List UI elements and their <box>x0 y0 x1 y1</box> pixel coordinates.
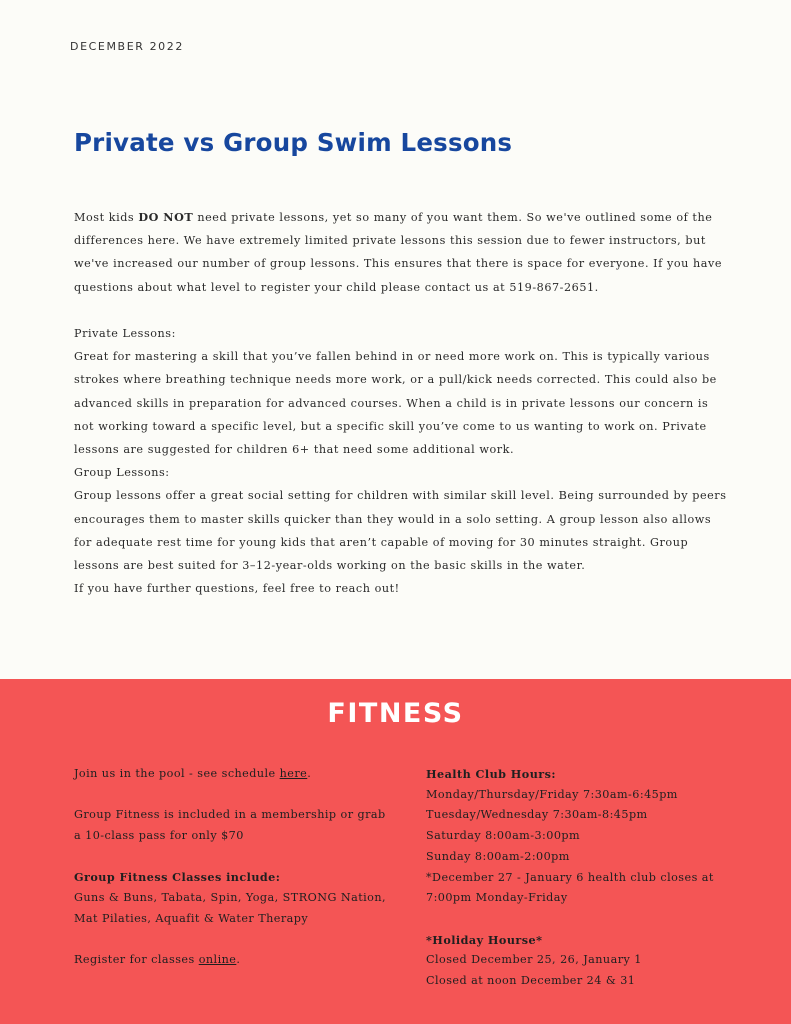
classes-list: Guns & Buns, Tabata, Spin, Yoga, STRONG Nation, Mat Pilaties, Aquafit & Water Therapy <box>74 891 387 925</box>
hours-line: Tuesday/Wednesday 7:30am-8:45pm <box>426 808 648 822</box>
article-body <box>74 206 729 600</box>
intro-text-end: need private lessons, yet so many of you want them. So we've outlined some of the differences here. We have extremely limited private lessons this session due to fewer instructors, but we've increased our number of group lessons. This ensures that there is space for everyone. If you have questions about what level to register your child please contact us at 519-867-2651. <box>74 211 722 294</box>
intro-paragraph <box>74 206 729 299</box>
group-lessons-text: Group lessons offer a great social setting for children with similar skill level. Being surrounded by peers encourages them to master skills quicker than they would in a solo setting. A group lesson also allows for adequate rest time for young kids that aren’t capable of moving for 30 minutes straight. Group lessons are best suited for 3–12-year-olds working on the basic skills in the water. <box>74 489 727 573</box>
hours-line: Sunday 8:00am-2:00pm <box>426 849 570 863</box>
hours-heading: Health Club Hours: <box>426 767 556 781</box>
schedule-link[interactable]: here <box>279 767 308 780</box>
holiday-heading: *Holiday Hourse* <box>426 932 543 947</box>
private-lessons-text: Great for mastering a skill that you’ve fallen behind in or need more work on. This is typically various strokes where breathing technique needs more work, or a pull/kick needs corrected. This could also be advanced skills in preparation for advanced courses. When a child is in private lessons our concern is not working toward a specific level, but a specific skill you’ve come to us wanting to work on. Private lessons are suggested for children 6+ that need some additional work. <box>74 350 717 457</box>
fitness-section <box>0 679 791 1024</box>
hours-line: Monday/Thursday/Friday 7:30am-6:45pm <box>426 787 678 801</box>
holiday-line: Closed December 25, 26, January 1 <box>426 953 642 967</box>
membership-text: Group Fitness is included in a membership or grab a 10-class pass for only $70 <box>74 808 386 843</box>
hours-note: *December 27 - January 6 health club closes at 7:00pm Monday-Friday <box>426 870 714 905</box>
fitness-right-column <box>426 764 746 992</box>
register-text-end: . <box>236 953 241 967</box>
pool-text: Join us in the pool - see schedule <box>74 767 280 780</box>
pool-text-end: . <box>307 767 312 780</box>
private-lessons-heading: Private Lessons: <box>74 327 176 340</box>
pool-schedule-text <box>74 764 394 785</box>
intro-emphasis: DO NOT <box>138 210 194 224</box>
register-text-start: Register for classes <box>74 953 199 967</box>
page-date: DECEMBER 2022 <box>70 40 184 53</box>
holiday-line: Closed at noon December 24 & 31 <box>426 974 636 988</box>
fitness-left-column <box>74 764 394 971</box>
hours-line: Saturday 8:00am-3:00pm <box>426 829 581 843</box>
register-online-link[interactable]: online <box>198 953 237 967</box>
closing-text: If you have further questions, feel free to reach out! <box>74 582 400 596</box>
fitness-title: FITNESS <box>327 698 464 729</box>
register-text <box>74 950 394 971</box>
group-lessons-heading: Group Lessons: <box>74 466 170 480</box>
classes-heading: Group Fitness Classes include: <box>74 870 281 885</box>
intro-text-start: Most kids <box>74 211 139 224</box>
article-title: Private vs Group Swim Lessons <box>74 128 513 157</box>
